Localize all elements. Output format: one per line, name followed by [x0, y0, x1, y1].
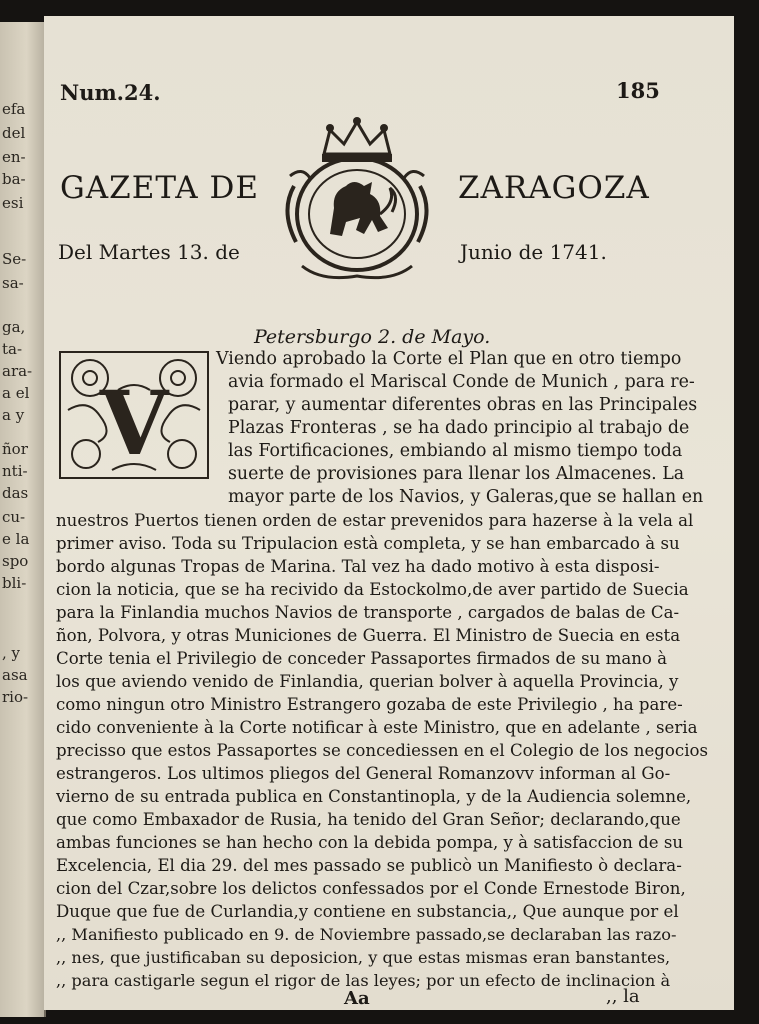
- newspaper-page: [44, 16, 734, 1010]
- article-line: parar, y aumentar diferentes obras en las Principales: [228, 395, 698, 415]
- left-fragment: nti-: [2, 462, 28, 480]
- left-fragment: cu-: [2, 508, 26, 526]
- article-line: cion del Czar,sobre los delictos confessados por el Conde Ernestode Biron,: [56, 879, 686, 898]
- masthead-date-left: Del Martes 13. de: [58, 240, 240, 264]
- article-line: Excelencia, El dia 29. del mes passado se publicò un Manifiesto ò declara-: [56, 856, 682, 875]
- article-line: ambas funciones se han hecho con la debida pompa, y à satisfaccion de su: [56, 833, 684, 852]
- left-fragment: bli-: [2, 574, 27, 592]
- left-fragment: esi: [2, 194, 24, 212]
- masthead-date-right: Junio de 1741.: [460, 240, 607, 264]
- left-fragment: a el: [2, 384, 30, 402]
- article-line: como ningun otro Ministro Estrangero gozaba de este Privilegio , ha pare-: [56, 695, 683, 714]
- article-line: mayor parte de los Navios, y Galeras,que se hallan en: [228, 487, 704, 507]
- left-fragment: asa: [2, 666, 28, 684]
- article-line: los que aviendo venido de Finlandia, querian bolver à aquella Provincia, y: [56, 672, 679, 691]
- initial-letter: V: [99, 371, 169, 475]
- left-fragment: ga,: [2, 318, 26, 336]
- left-fragment: spo: [2, 552, 29, 570]
- page-number: 185: [616, 78, 660, 103]
- article-line: ,, nes, que justificaban su deposicion, y que estas mismas eran banstantes,: [56, 948, 671, 967]
- article-line: para la Finlandia muchos Navios de transporte , cargados de balas de Ca-: [56, 603, 680, 622]
- catchword: ,, la: [606, 986, 640, 1007]
- article-line: vierno de su entrada publica en Constantinopla, y de la Audiencia solemne,: [56, 787, 692, 806]
- adjacent-page-edge: [0, 22, 46, 1017]
- article-line: nuestros Puertos tienen orden de estar prevenidos para hazerse à la vela al: [56, 511, 694, 530]
- article-line: Plazas Fronteras , se ha dado principio al trabajo de: [228, 418, 690, 438]
- left-fragment: en-: [2, 148, 26, 166]
- article-dateline: Petersburgo 2. de Mayo.: [254, 326, 491, 348]
- article-line: avia formado el Mariscal Conde de Munich , para re-: [228, 372, 695, 392]
- left-fragment: das: [2, 484, 29, 502]
- article-line: ,, Manifiesto publicado en 9. de Noviembre passado,se declaraban las razo-: [56, 925, 677, 944]
- left-fragment: sa-: [2, 274, 24, 292]
- article-line: precisso que estos Passaportes se concediessen en el Colegio de los negocios: [56, 741, 709, 760]
- signature-mark: Aa: [344, 988, 370, 1009]
- left-fragment: a y: [2, 406, 25, 424]
- article-line: cion la noticia, que se ha recivido da Estockolmo,de aver partido de Suecia: [56, 580, 689, 599]
- article-line: que como Embaxador de Rusia, ha tenido del Gran Señor; declarando,que: [56, 810, 681, 829]
- left-fragment: ta-: [2, 340, 23, 358]
- left-fragment: rio-: [2, 688, 29, 706]
- left-fragment: del: [2, 124, 26, 142]
- ornamental-initial: [58, 350, 210, 480]
- article-line: ñon, Polvora, y otras Municiones de Guerra. El Ministro de Suecia en esta: [56, 626, 681, 645]
- masthead-title-right: ZARAGOZA: [458, 170, 650, 206]
- left-fragment: e la: [2, 530, 30, 548]
- article-line: ,, para castigarle segun el rigor de las leyes; por un efecto de inclinacion à: [56, 971, 671, 990]
- crowned-lion-crest-icon: [272, 116, 442, 286]
- article-line: estrangeros. Los ultimos pliegos del General Romanzovv informan al Go-: [56, 764, 671, 783]
- left-fragment: ara-: [2, 362, 33, 380]
- left-fragment: efa: [2, 100, 26, 118]
- article-line: Duque que fue de Curlandia,y contiene en substancia,, Que aunque por el: [56, 902, 679, 921]
- left-fragment: ñor: [2, 440, 28, 458]
- article-line: primer aviso. Toda su Tripulacion està completa, y se han embarcado à su: [56, 534, 680, 553]
- left-fragment: ba-: [2, 170, 26, 188]
- article-line: Corte tenia el Privilegio de conceder Passaportes firmados de su mano à: [56, 649, 668, 668]
- article-line: cido conveniente à la Corte notificar à este Ministro, que en adelante , seria: [56, 718, 698, 737]
- issue-number: Num.24.: [60, 80, 161, 105]
- left-fragment: Se-: [2, 250, 27, 268]
- article-line: las Fortificaciones, embiando al mismo tiempo toda: [228, 441, 683, 461]
- article-line: bordo algunas Tropas de Marina. Tal vez ha dado motivo à esta disposi-: [56, 557, 660, 576]
- article-line: suerte de provisiones para llenar los Almacenes. La: [228, 464, 685, 484]
- masthead-title-left: GAZETA DE: [60, 170, 260, 206]
- left-fragment: , y: [2, 644, 21, 662]
- article-line: Viendo aprobado la Corte el Plan que en otro tiempo: [216, 349, 682, 369]
